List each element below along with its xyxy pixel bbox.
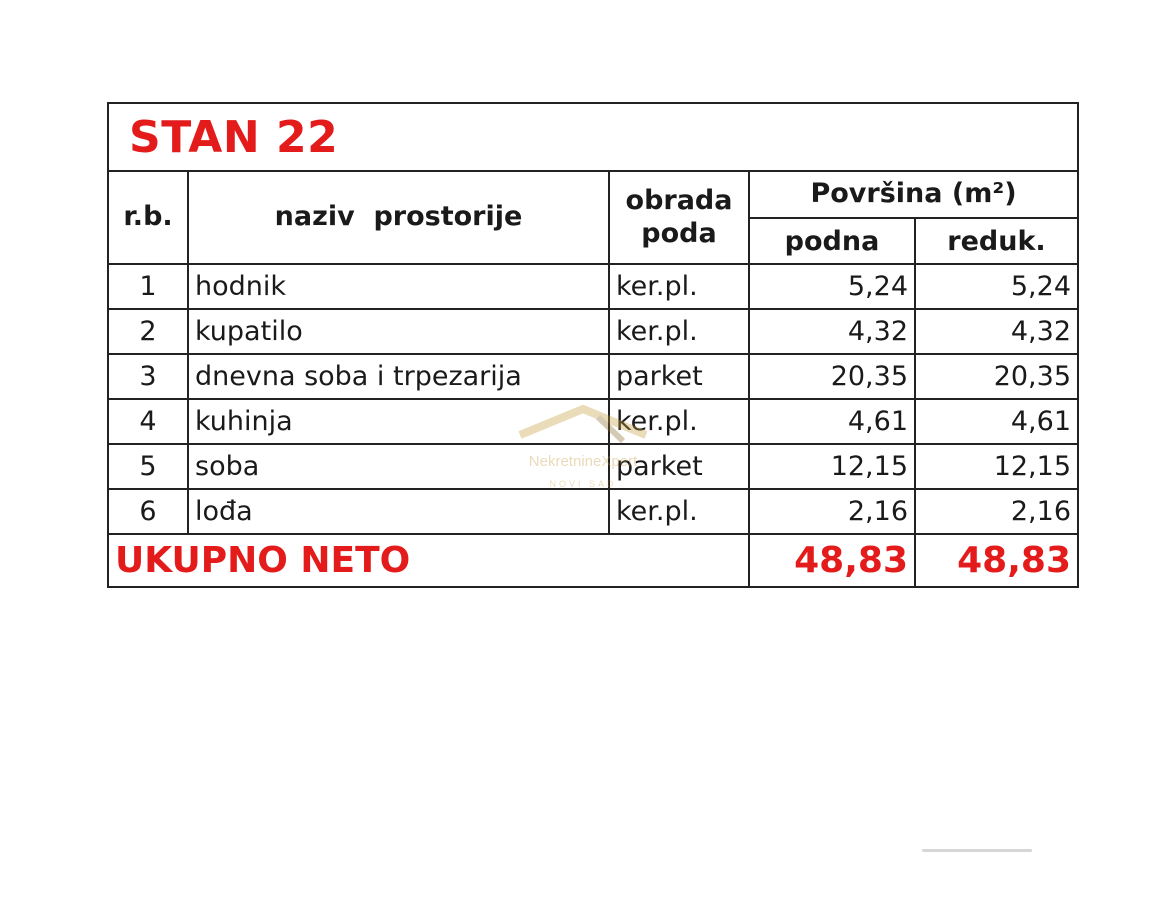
- header-floor-finish-line2: poda: [641, 217, 717, 249]
- header-floor-area: podna: [749, 218, 915, 264]
- table-row: [109, 399, 1077, 444]
- row-number: 1: [109, 264, 188, 309]
- scan-smudge: [922, 849, 1032, 852]
- floor-area: 2,16: [749, 489, 915, 534]
- floor-area: 20,35: [749, 354, 915, 399]
- reduced-area: 4,61: [915, 399, 1077, 444]
- header-reduced-area: reduk.: [915, 218, 1077, 264]
- room-name: kuhinja: [188, 399, 609, 444]
- table-row: [109, 489, 1077, 534]
- apartment-title: STAN 22: [129, 111, 339, 163]
- rooms-table: [109, 172, 1077, 586]
- floor-finish: parket: [609, 444, 749, 489]
- reduced-area: 12,15: [915, 444, 1077, 489]
- room-name: soba: [188, 444, 609, 489]
- row-number: 5: [109, 444, 188, 489]
- floor-area: 4,61: [749, 399, 915, 444]
- row-number: 2: [109, 309, 188, 354]
- reduced-area: 2,16: [915, 489, 1077, 534]
- total-label: UKUPNO NETO: [109, 534, 749, 586]
- apartment-area-table: [107, 102, 1079, 588]
- watermark-brand: NekretnineXpert: [528, 453, 638, 470]
- floor-area: 4,32: [749, 309, 915, 354]
- watermark-city: NOVI SAD: [549, 479, 617, 489]
- row-number: 6: [109, 489, 188, 534]
- table-row: [109, 354, 1077, 399]
- total-reduced-area: 48,83: [915, 534, 1077, 586]
- floor-area: 12,15: [749, 444, 915, 489]
- header-room-name: naziv prostorije: [188, 172, 609, 264]
- header-floor-finish-line1: obrada: [625, 185, 733, 217]
- floor-finish: ker.pl.: [609, 399, 749, 444]
- row-number: 4: [109, 399, 188, 444]
- header-floor-finish: [609, 172, 749, 264]
- room-name: kupatilo: [188, 309, 609, 354]
- header-area: Površina (m²): [749, 172, 1077, 218]
- floor-finish: parket: [609, 354, 749, 399]
- room-name: hodnik: [188, 264, 609, 309]
- table-row: [109, 264, 1077, 309]
- room-name: lođa: [188, 489, 609, 534]
- total-floor-area: 48,83: [749, 534, 915, 586]
- floor-area: 5,24: [749, 264, 915, 309]
- row-number: 3: [109, 354, 188, 399]
- room-name: dnevna soba i trpezarija: [188, 354, 609, 399]
- table-row: [109, 309, 1077, 354]
- table-row: [109, 444, 1077, 489]
- floor-finish: ker.pl.: [609, 309, 749, 354]
- reduced-area: 5,24: [915, 264, 1077, 309]
- floor-finish: ker.pl.: [609, 489, 749, 534]
- reduced-area: 4,32: [915, 309, 1077, 354]
- total-row: [109, 534, 1077, 586]
- floor-finish: ker.pl.: [609, 264, 749, 309]
- reduced-area: 20,35: [915, 354, 1077, 399]
- header-rb: r.b.: [109, 172, 188, 264]
- title-row: [109, 104, 1077, 172]
